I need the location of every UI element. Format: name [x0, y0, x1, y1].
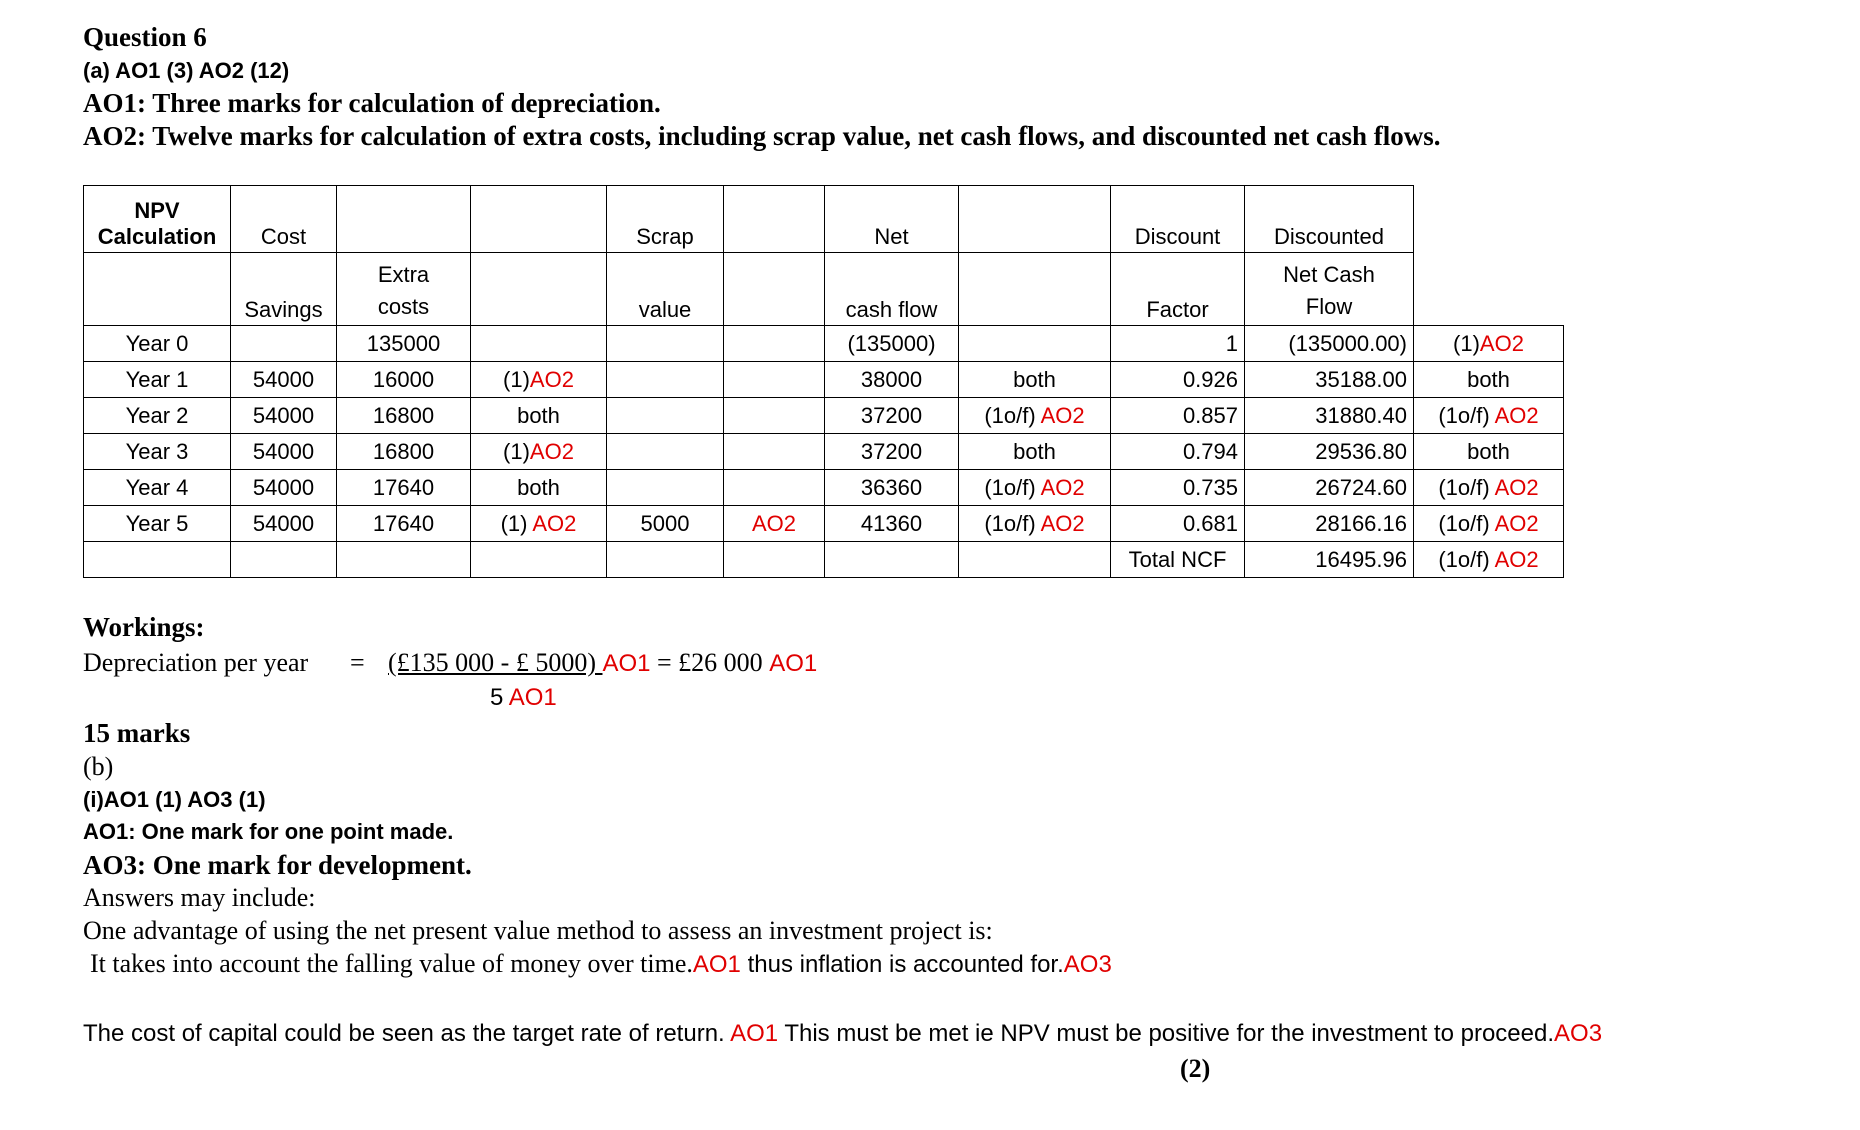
part-b-ao1-criteria: AO1: One mark for one point made.: [83, 819, 454, 844]
cell-scrap-value: [607, 362, 724, 398]
cell-year: Year 4: [84, 470, 231, 506]
total-blank: [724, 542, 825, 578]
cell-net-cash-flow: 41360: [825, 506, 959, 542]
total-blank: [471, 542, 607, 578]
point-text: This must be met ie NPV must be positive for the investment to proceed.: [778, 1020, 1555, 1047]
header-net: Net: [825, 186, 959, 253]
point-text: It takes into account the falling value of money over time.: [90, 949, 693, 978]
mark-text: (1o/f): [984, 474, 1041, 500]
cell-discounted-ncf-mark: [1414, 362, 1564, 398]
cell-discounted-ncf-mark: [1414, 506, 1564, 542]
total-blank: [607, 542, 724, 578]
cell-scrap-mark: [724, 434, 825, 470]
mark-text: both: [1013, 366, 1056, 392]
question-title: Question 6: [83, 22, 207, 52]
header-blank: [724, 253, 825, 326]
cell-extra-costs: 16000: [337, 362, 471, 398]
ao1-tag: AO1: [508, 684, 557, 711]
header-savings: Savings: [231, 253, 337, 326]
mark-text: (1): [1453, 330, 1480, 356]
cell-extra-costs-mark: [471, 398, 607, 434]
cell-net-cash-flow-mark: [959, 398, 1111, 434]
ao-tag: AO2: [751, 510, 797, 536]
ao1-tag: AO1: [602, 650, 651, 677]
part-b-ao3-criteria: AO3: One mark for development.: [83, 850, 472, 880]
ao1-tag: AO1: [730, 1020, 779, 1047]
header-value: value: [607, 253, 724, 326]
cell-discounted-ncf: 31880.40: [1245, 398, 1414, 434]
header-factor: Factor: [1111, 253, 1245, 326]
total-ncf-mark: [1414, 542, 1564, 578]
cell-scrap-mark: [724, 362, 825, 398]
cell-net-cash-flow: (135000): [825, 326, 959, 362]
cell-net-cash-flow: 36360: [825, 470, 959, 506]
ao1-tag: AO1: [692, 951, 741, 978]
header-blank: [84, 253, 231, 326]
mark-text: (1): [500, 510, 533, 536]
cell-savings: 54000: [231, 470, 337, 506]
point-text: The cost of capital could be seen as the target rate of return.: [83, 1020, 731, 1047]
ao-tag: AO2: [532, 510, 577, 536]
header-npv-calculation: NPV Calculation: [84, 186, 231, 253]
answers-intro: Answers may include:: [83, 883, 316, 912]
part-b-marks: (2): [1180, 1054, 1211, 1083]
marks-total: 15 marks: [83, 718, 191, 748]
header-blank: [337, 186, 471, 253]
part-b-i-marks: (i)AO1 (1) AO3 (1): [83, 787, 266, 812]
point-text: thus inflation is accounted for.: [740, 951, 1064, 978]
mark-text: both: [1013, 438, 1056, 464]
ao3-tag: AO3: [1063, 951, 1112, 978]
header-blank: [471, 186, 607, 253]
cell-scrap-value: [607, 398, 724, 434]
cell-scrap-value: [607, 470, 724, 506]
cell-extra-costs-mark: [471, 506, 607, 542]
cell-discounted-ncf-mark: [1414, 434, 1564, 470]
cell-net-cash-flow-mark: [959, 434, 1111, 470]
header-blank: [959, 253, 1111, 326]
header-discounted: Discounted: [1245, 186, 1414, 253]
cell-discount-factor: 0.681: [1111, 506, 1245, 542]
header-cash-flow: cash flow: [825, 253, 959, 326]
formula-result: = £26 000: [650, 648, 770, 677]
cell-discount-factor: 0.857: [1111, 398, 1245, 434]
cell-scrap-mark: [724, 470, 825, 506]
cell-savings: 54000: [231, 362, 337, 398]
cell-discounted-ncf-mark: [1414, 398, 1564, 434]
header-cost: Cost: [231, 186, 337, 253]
denominator-value: 5: [490, 684, 509, 711]
mark-text: both: [1467, 366, 1510, 392]
formula-numerator: (£135 000 - £ 5000): [388, 648, 603, 677]
cell-savings: 54000: [231, 398, 337, 434]
cell-extra-costs: 16800: [337, 398, 471, 434]
equals-sign: =: [350, 648, 365, 677]
part-a-marks: (a) AO1 (3) AO2 (12): [83, 58, 290, 83]
ao1-tag: AO1: [769, 650, 818, 677]
ao-tag: AO2: [1040, 402, 1085, 428]
cell-savings: [231, 326, 337, 362]
cell-discount-factor: 1: [1111, 326, 1245, 362]
cell-discount-factor: 0.926: [1111, 362, 1245, 398]
cell-discounted-ncf: 29536.80: [1245, 434, 1414, 470]
workings-heading: Workings:: [83, 612, 205, 642]
cell-net-cash-flow-mark: [959, 326, 1111, 362]
total-blank: [825, 542, 959, 578]
cell-scrap-value: [607, 434, 724, 470]
mark-text: (1o/f): [1438, 402, 1495, 428]
cell-discounted-ncf: 28166.16: [1245, 506, 1414, 542]
table-row: [84, 506, 1564, 542]
header-discount: Discount: [1111, 186, 1245, 253]
formula-denominator: [490, 684, 557, 712]
cell-discounted-ncf-mark: [1414, 326, 1564, 362]
mark-text: (1o/f): [984, 510, 1041, 536]
cell-extra-costs: 16800: [337, 434, 471, 470]
mark-text: both: [517, 474, 560, 500]
mark-text: (1o/f): [1438, 546, 1495, 572]
cell-discounted-ncf: 26724.60: [1245, 470, 1414, 506]
ao-tag: AO2: [1040, 474, 1085, 500]
header-extra-costs: Extra costs: [337, 253, 471, 326]
answer-point-1: [90, 949, 1112, 979]
header-net-cash-flow: Net Cash Flow: [1245, 253, 1414, 326]
cell-year: Year 5: [84, 506, 231, 542]
ao1-criteria: AO1: Three marks for calculation of depreciation.: [83, 88, 661, 118]
npv-calculation-table: [83, 185, 1564, 578]
cell-extra-costs-mark: [471, 362, 607, 398]
ao-tag: AO2: [1494, 510, 1539, 536]
mark-text: both: [517, 402, 560, 428]
ao3-tag: AO3: [1554, 1020, 1603, 1047]
cell-net-cash-flow-mark: [959, 362, 1111, 398]
cell-extra-costs: 17640: [337, 470, 471, 506]
ao-tag: AO2: [529, 366, 574, 392]
header-blank: [471, 253, 607, 326]
total-blank: [231, 542, 337, 578]
cell-net-cash-flow-mark: [959, 470, 1111, 506]
cell-year: Year 3: [84, 434, 231, 470]
answer-point-2: [83, 1020, 1602, 1048]
table-row: [84, 470, 1564, 506]
total-blank: [337, 542, 471, 578]
cell-discounted-ncf: (135000.00): [1245, 326, 1414, 362]
total-ncf-label: Total NCF: [1111, 542, 1245, 578]
total-blank: [84, 542, 231, 578]
cell-discounted-ncf-mark: [1414, 470, 1564, 506]
mark-text: (1): [503, 366, 530, 392]
part-b-label: (b): [83, 752, 114, 781]
total-blank: [959, 542, 1111, 578]
table-row: [84, 434, 1564, 470]
cell-discount-factor: 0.794: [1111, 434, 1245, 470]
table-row: [84, 326, 1564, 362]
cell-scrap-value: [607, 326, 724, 362]
cell-year: Year 2: [84, 398, 231, 434]
cell-net-cash-flow: 37200: [825, 434, 959, 470]
cell-scrap-mark: [724, 398, 825, 434]
depreciation-label: Depreciation per year: [83, 648, 309, 677]
cell-scrap-mark: [724, 326, 825, 362]
cell-net-cash-flow-mark: [959, 506, 1111, 542]
ao-tag: AO2: [1494, 402, 1539, 428]
cell-net-cash-flow: 38000: [825, 362, 959, 398]
cell-extra-costs-mark: [471, 470, 607, 506]
advantage-text: One advantage of using the net present value method to assess an investment project is:: [83, 916, 993, 945]
cell-scrap-mark: [724, 506, 825, 542]
table-row: [84, 398, 1564, 434]
ao-tag: AO2: [1479, 330, 1524, 356]
cell-scrap-value: 5000: [607, 506, 724, 542]
cell-discounted-ncf: 35188.00: [1245, 362, 1414, 398]
mark-text: (1o/f): [984, 402, 1041, 428]
ao-tag: AO2: [1494, 474, 1539, 500]
mark-text: (1o/f): [1438, 474, 1495, 500]
ao-tag: AO2: [1494, 546, 1539, 572]
ao-tag: AO2: [1040, 510, 1085, 536]
ao2-criteria: AO2: Twelve marks for calculation of extra costs, including scrap value, net cash flows, and discounted net cash flows.: [83, 121, 1441, 151]
mark-text: both: [1467, 438, 1510, 464]
mark-text: (1o/f): [1438, 510, 1495, 536]
header-scrap: Scrap: [607, 186, 724, 253]
ao-tag: AO2: [529, 438, 574, 464]
header-blank: [959, 186, 1111, 253]
cell-net-cash-flow: 37200: [825, 398, 959, 434]
cell-extra-costs-mark: [471, 326, 607, 362]
cell-savings: 54000: [231, 434, 337, 470]
table-row: [84, 362, 1564, 398]
mark-text: (1): [503, 438, 530, 464]
cell-year: Year 1: [84, 362, 231, 398]
cell-discount-factor: 0.735: [1111, 470, 1245, 506]
cell-extra-costs-mark: [471, 434, 607, 470]
cell-savings: 54000: [231, 506, 337, 542]
cell-extra-costs: 135000: [337, 326, 471, 362]
cell-extra-costs: 17640: [337, 506, 471, 542]
cell-year: Year 0: [84, 326, 231, 362]
total-ncf-value: 16495.96: [1245, 542, 1414, 578]
depreciation-formula: [388, 648, 817, 678]
header-blank: [724, 186, 825, 253]
